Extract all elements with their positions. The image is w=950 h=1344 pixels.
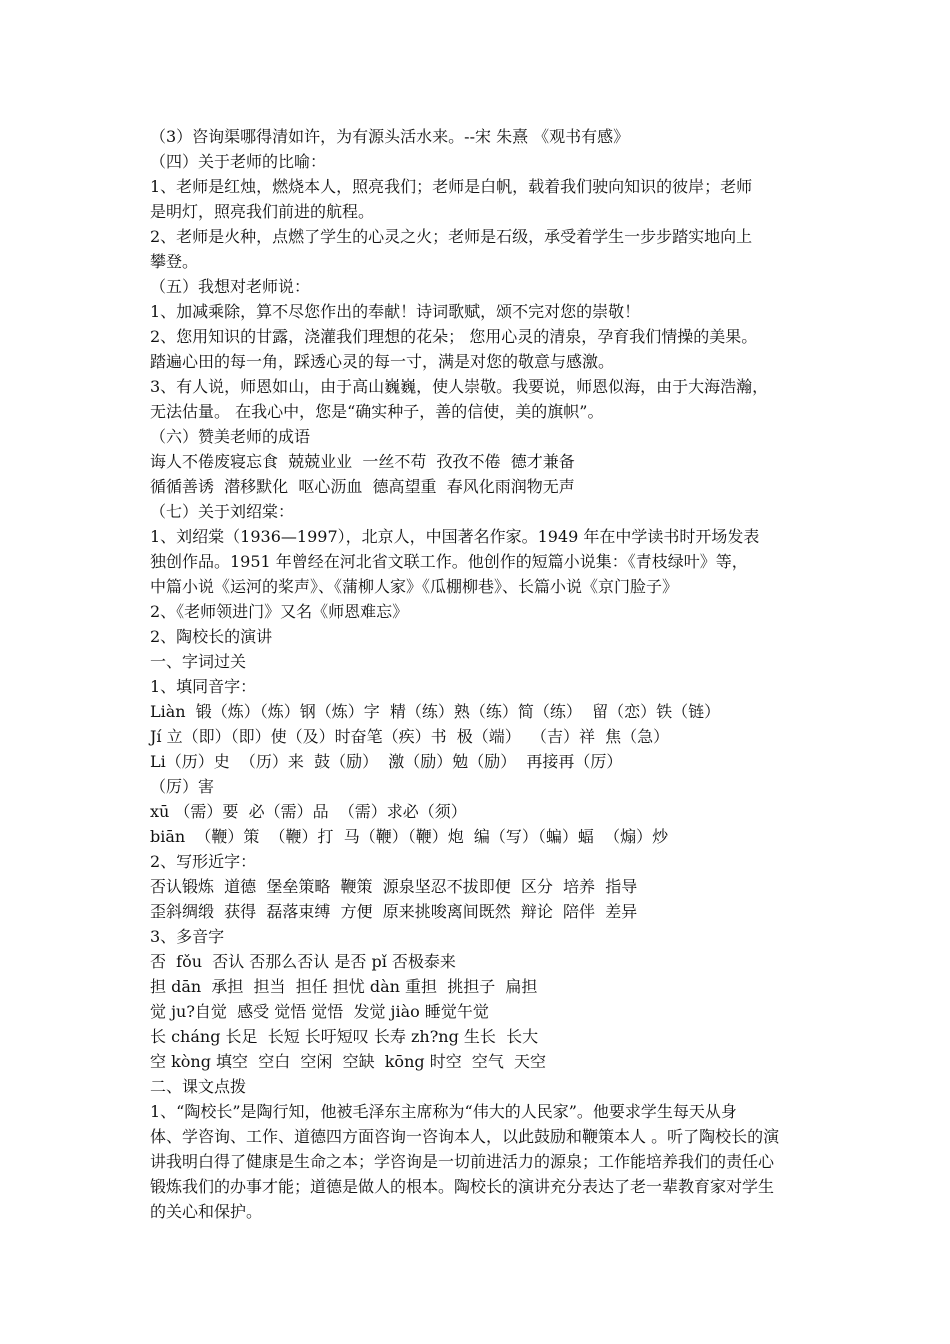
text-line: 独创作品。1951 年曾经在河北省文联工作。他创作的短篇小说集：《青枝绿叶》等， — [150, 552, 748, 571]
text-line: 无法估量。 在我心中，您是“确实种子，善的信使，美的旗帜”。 — [150, 402, 604, 421]
text-line: 3、有人说，师恩如山，由于高山巍巍，使人崇敬。我要说，师恩似海，由于大海浩瀚， — [150, 377, 769, 396]
text-line: 二、课文点拨 — [150, 1077, 247, 1096]
text-line: 1、老师是红烛，燃烧本人，照亮我们；老师是白帆，载着我们驶向知识的彼岸；老师 — [150, 177, 753, 196]
text-line: 攀登。 — [150, 252, 199, 271]
text-line: 歪斜绸缎 获得 磊落束缚 方便 原来挑唆离间既然 辩论 陪伴 差异 — [150, 902, 638, 921]
text-line: 1、刘绍棠（1936—1997），北京人，中国著名作家。1949 年在中学读书时开场发表 — [150, 527, 760, 546]
text-line: Jí 立（即）（即）使（及）时奋笔（疾）书 极（端） （吉）祥 焦（急） — [150, 727, 670, 746]
text-line: 1、“陶校长”是陶行知，他被毛泽东主席称为“伟大的人民家”。他要求学生每天从身 — [150, 1102, 737, 1121]
text-line: （3）咨询渠哪得清如许，为有源头活水来。--宋 朱熹 《观书有感》 — [150, 127, 630, 146]
text-line: Li（历）史 （历）来 鼓（励） 激（励）勉（励） 再接再（厉） — [150, 752, 623, 771]
text-line: 2、写形近字： — [150, 852, 257, 871]
text-line: 1、加减乘除，算不尽您作出的奉献！诗词歌赋，颂不完对您的崇敬！ — [150, 302, 641, 321]
text-line: （五）我想对老师说： — [150, 277, 311, 296]
text-line: 是明灯，照亮我们前进的航程。 — [150, 202, 375, 221]
text-line: 2、老师是火种，点燃了学生的心灵之火；老师是石级，承受着学生一步步踏实地向上 — [150, 227, 753, 246]
text-line: 踏遍心田的每一角，踩透心灵的每一寸，满是对您的敬意与感激。 — [150, 352, 615, 371]
text-line: 3、多音字 — [150, 927, 225, 946]
text-line: 长 cháng 长足 长短 长吁短叹 长寿 zh?ng 生长 长大 — [150, 1027, 539, 1046]
text-line: 的关心和保护。 — [150, 1202, 263, 1221]
text-line: 2、《老师领进门》又名《师恩难忘》 — [150, 602, 409, 621]
text-line: 中篇小说《运河的桨声》、《蒲柳人家》《瓜棚柳巷》、长篇小说《京门脸子》 — [150, 577, 679, 596]
text-line: 锻炼我们的办事才能；道德是做人的根本。陶校长的演讲充分表达了老一辈教育家对学生 — [150, 1177, 775, 1196]
text-line: 担 dān 承担 担当 担任 担忧 dàn 重担 挑担子 扁担 — [150, 977, 538, 996]
text-line: （厉）害 — [150, 777, 215, 796]
text-line: 2、您用知识的甘露，浇灌我们理想的花朵； 您用心灵的清泉，孕育我们情操的美果。 — [150, 327, 758, 346]
text-line: （六）赞美老师的成语 — [150, 427, 311, 446]
text-line: xū （需）要 必（需）品 （需）求必（须） — [150, 802, 467, 821]
text-line: 否 fǒu 否认 否那么否认 是否 pǐ 否极泰来 — [150, 952, 456, 971]
text-line: （七）关于刘绍棠： — [150, 502, 295, 521]
text-line: （四）关于老师的比喻： — [150, 152, 327, 171]
text-line: 觉 ju?自觉 感受 觉悟 觉悟 发觉 jiào 睡觉午觉 — [150, 1002, 489, 1021]
text-line: biān （鞭）策 （鞭）打 马（鞭）（鞭）炮 编（写）（蝙）蝠 （煽）炒 — [150, 827, 669, 846]
text-line: 循循善诱 潜移默化 呕心沥血 德高望重 春风化雨润物无声 — [150, 477, 575, 496]
text-line: Liàn 锻（炼）（炼）钢（炼）字 精（练）熟（练）简（练） 留（恋）铁（链） — [150, 702, 721, 721]
text-line: 讲我明白得了健康是生命之本；学咨询是一切前进活力的源泉；工作能培养我们的责任心 — [150, 1152, 775, 1171]
text-line: 诲人不倦废寝忘食 兢兢业业 一丝不苟 孜孜不倦 德才兼备 — [150, 452, 575, 471]
text-line: 一、字词过关 — [150, 652, 247, 671]
text-line: 否认锻炼 道德 堡垒策略 鞭策 源泉坚忍不拔即便 区分 培养 指导 — [150, 877, 638, 896]
text-line: 体、学咨询、工作、道德四方面咨询一咨询本人，以此鼓励和鞭策本人 。听了陶校长的演 — [150, 1127, 780, 1146]
text-line: 2、陶校长的演讲 — [150, 627, 273, 646]
text-line: 1、填同音字： — [150, 677, 257, 696]
text-line: 空 kòng 填空 空白 空闲 空缺 kōng 时空 空气 天空 — [150, 1052, 547, 1071]
